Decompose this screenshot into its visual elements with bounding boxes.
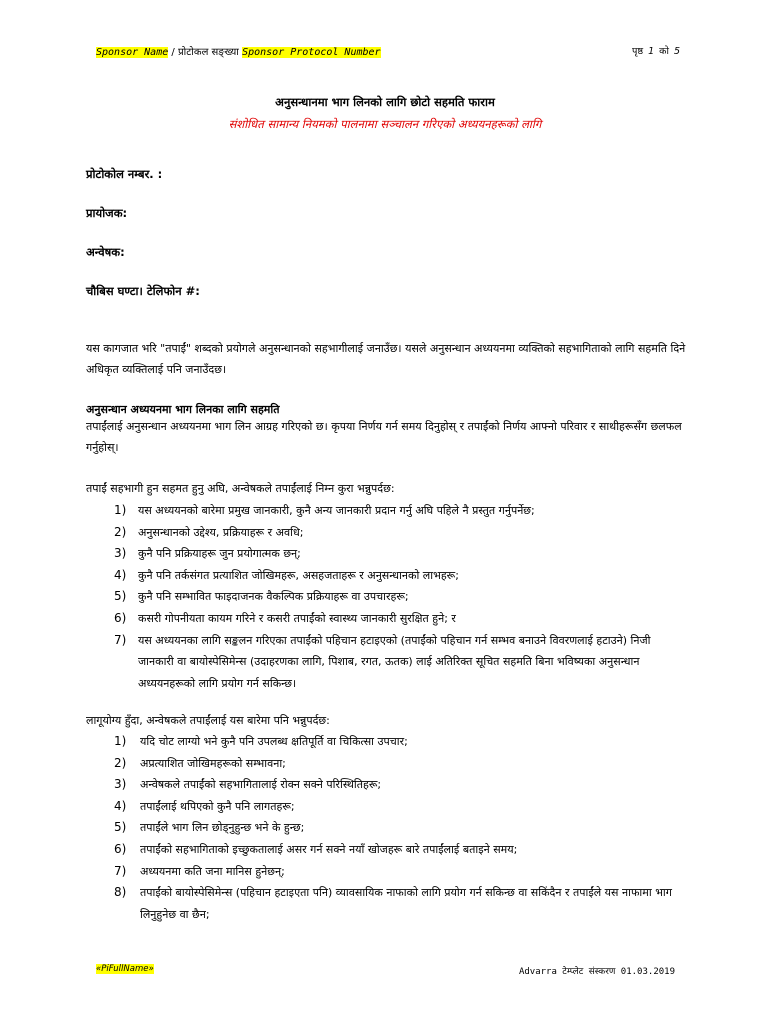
page-header bbox=[96, 44, 682, 60]
list-item bbox=[114, 586, 689, 608]
protocol-number-placeholder: Sponsor Protocol Number bbox=[242, 47, 381, 58]
list-item-number: 2) bbox=[114, 755, 127, 770]
list-item-number: 5) bbox=[114, 820, 127, 835]
section-paragraph: तपाईंलाई अनुसन्धान अध्ययनमा भाग लिन आग्रह गरिएको छ। कृपया निर्णय गर्न समय दिनुहोस् र तपाईंको निर्णय आफ्नो परिवार र साथीहरूसँग छलफल गर्नुहोस्। bbox=[86, 420, 682, 454]
list-item-number: 7) bbox=[114, 863, 127, 878]
list-item-number: 8) bbox=[114, 885, 127, 900]
form-subtitle: संशोधित सामान्य नियमको पालनामा सञ्चालन गरिएको अध्ययनहरूको लागि bbox=[228, 117, 542, 131]
list-item bbox=[114, 731, 689, 753]
list-item-text: यदि चोट लाग्यो भने कुनै पनि उपलब्ध क्षतिपूर्ति वा चिकित्सा उपचार; bbox=[140, 735, 408, 748]
list-item bbox=[114, 753, 689, 775]
current-page: 1 bbox=[648, 46, 655, 57]
list-item-number: 7) bbox=[114, 632, 127, 647]
list-item-number: 3) bbox=[114, 777, 127, 792]
disclosure-list bbox=[114, 500, 689, 694]
list-item bbox=[114, 500, 689, 522]
list-item-number: 6) bbox=[114, 841, 127, 856]
list-item bbox=[114, 608, 689, 630]
list-item-number: 1) bbox=[114, 503, 127, 517]
page-label: पृष्ठ bbox=[632, 46, 644, 57]
total-pages: 5 bbox=[673, 46, 680, 57]
investigator-field: अन्वेषक: bbox=[86, 245, 125, 259]
phone-field: चौबिस घण्टा। टेलिफोन #: bbox=[86, 284, 200, 298]
list-item-number: 4) bbox=[114, 567, 127, 582]
additional-disclosure-list bbox=[114, 731, 689, 925]
list-item-text: यस अध्ययनको बारेमा प्रमुख जानकारी, कुनै अन्य जानकारी प्रदान गर्नु अघि पहिले नै प्रस्तुत गर्नुपर्नेछ; bbox=[138, 504, 535, 517]
list-item-text: कुनै पनि सम्भावित फाइदाजनक वैकल्पिक प्रक्रियाहरू वा उपचारहरू; bbox=[138, 590, 409, 604]
section-heading: अनुसन्धान अध्ययनमा भाग लिनका लागि सहमति bbox=[86, 403, 280, 416]
list-item-number: 6) bbox=[114, 610, 127, 625]
header-separator: / प्रोटोकल सङ्ख्या bbox=[168, 47, 243, 58]
intro-paragraph: यस कागजात भरि "तपाईं" शब्दको प्रयोगले अनुसन्धानको सहभागीलाई जनाउँछ। यसले अनुसन्धान अध्ययनमा व्यक्तिको सहभागिताको लागि सहमति दिने अधिकृत व्यक्तिलाई पनि जनाउँदछ। bbox=[86, 342, 686, 376]
list-item-text: तपाईंलाई थपिएको कुनै पनि लागतहरू; bbox=[140, 799, 295, 813]
list-item-text: कसरी गोपनीयता कायम गरिने र कसरी तपाईंको स्वास्थ्य जानकारी सुरक्षित हुने; र bbox=[138, 611, 456, 625]
protocol-number-field: प्रोटोकोल नम्बर. : bbox=[86, 167, 163, 181]
list-item-text: अनुसन्धानको उद्देश्य, प्रक्रियाहरू र अवधि; bbox=[138, 525, 304, 539]
form-title: अनुसन्धानमा भाग लिनको लागि छोटो सहमति फाराम bbox=[275, 95, 495, 109]
template-version: Advarra टेम्प्लेट संस्करण 01.03.2019 bbox=[518, 967, 675, 977]
list-item bbox=[114, 522, 689, 544]
list1-intro: तपाईं सहभागी हुन सहमत हुनु अघि, अन्वेषकले तपाईंलाई निम्न कुरा भन्नुपर्दछ: bbox=[86, 482, 395, 495]
list-item-number: 5) bbox=[114, 589, 127, 604]
list-item-text: अन्वेषकले तपाईंको सहभागितालाई रोक्न सक्ने परिस्थितिहरू; bbox=[140, 778, 382, 792]
header-protocol-info bbox=[96, 44, 381, 58]
list-item bbox=[114, 839, 689, 861]
list-item-text: तपाईंको बायोस्पेसिमेन्स (पहिचान हटाइएता पनि) व्यावसायिक नाफाको लागि प्रयोग गर्न सकिन्छ वा सकिंदैन र तपाईंले यस नाफामा भाग लिनुहुनेछ वा छैन; bbox=[140, 886, 672, 921]
page-number bbox=[632, 44, 682, 57]
list-item-text: अध्ययनमा कति जना मानिस हुनेछन्; bbox=[140, 864, 285, 878]
list-item bbox=[114, 774, 689, 796]
list-item-text: कुनै पनि तर्कसंगत प्रत्याशित जोखिमहरू, असहजताहरू र अनुसन्धानको लाभहरू; bbox=[138, 568, 459, 582]
list-item bbox=[114, 796, 689, 818]
list-item-text: तपाईंले भाग लिन छोड्नुहुन्छ भने के हुन्छ; bbox=[140, 821, 305, 835]
sponsor-name-placeholder: Sponsor Name bbox=[96, 47, 169, 58]
page-of: को bbox=[659, 46, 669, 57]
list-item-number: 2) bbox=[114, 524, 127, 539]
sponsor-field: प्रायोजक: bbox=[86, 206, 128, 220]
list-item-text: यस अध्ययनका लागि सङ्कलन गरिएका तपाईंको पहिचान हटाइएको (तपाईंको पहिचान गर्न सम्भव बनाउने विवरणलाई हटाउने) निजी जानकारी वा बायोस्पेसिमेन्स (उदाहरणका लागि, पिशाब, रगत, ऊतक) लाई अतिरिक्त सूचित सहमति बिना भविष्यका अनुसन्धान अध्ययनहरूको लागि प्रयोग गर्न सकिन्छ। bbox=[138, 633, 651, 690]
list-item-number: 1) bbox=[114, 734, 127, 748]
pi-name-placeholder: «PiFullName» bbox=[96, 964, 154, 974]
list-item bbox=[114, 882, 689, 925]
list-item-text: कुनै पनि प्रक्रियाहरू जुन प्रयोगात्मक छन्; bbox=[138, 547, 301, 561]
list-item bbox=[114, 817, 689, 839]
list-item bbox=[114, 861, 689, 883]
list-item-number: 4) bbox=[114, 798, 127, 813]
list-item bbox=[114, 543, 689, 565]
list-item-number: 3) bbox=[114, 546, 127, 561]
list-item-text: तपाईंको सहभागिताको इच्छुकतालाई असर गर्न सक्ने नयाँ खोजहरू बारे तपाईंलाई बताइने समय; bbox=[140, 842, 518, 856]
list-item bbox=[114, 630, 689, 695]
list-item-text: अप्रत्याशित जोखिमहरूको सम्भावना; bbox=[140, 756, 286, 770]
list2-intro: लागूयोग्य हुँदा, अन्वेषकले तपाईंलाई यस बारेमा पनि भन्नुपर्दछ: bbox=[86, 714, 330, 727]
list-item bbox=[114, 565, 689, 587]
